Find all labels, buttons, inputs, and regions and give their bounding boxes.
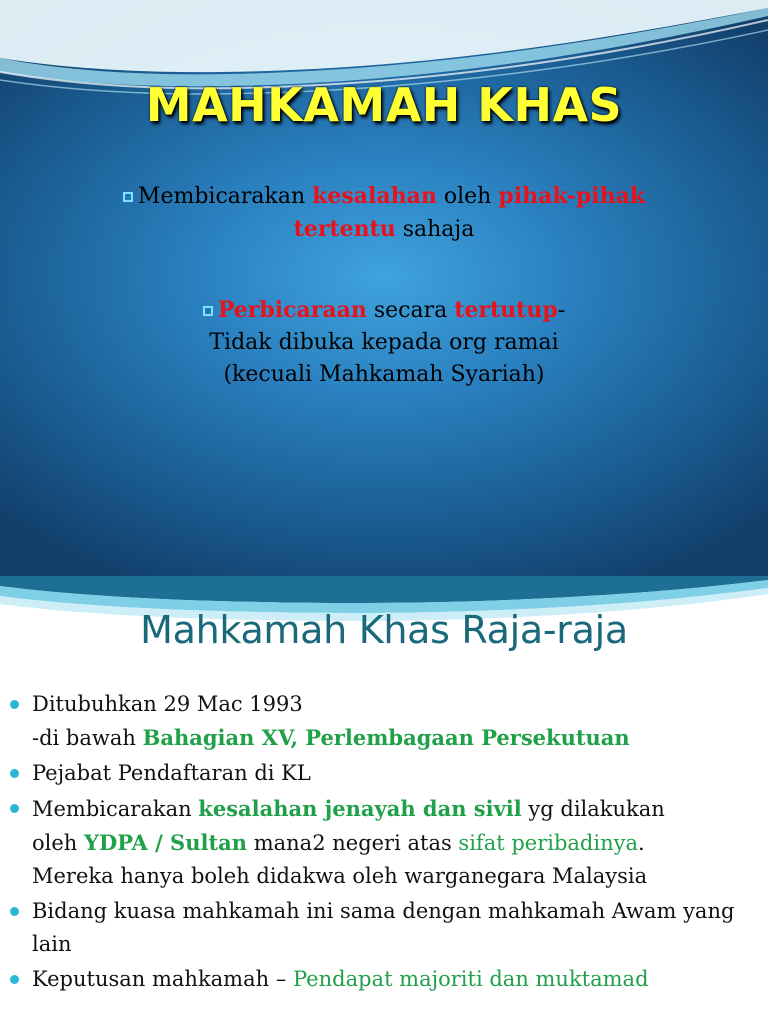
bullet-dot-icon: [10, 804, 19, 813]
slide-2: [0, 576, 768, 1024]
text: (kecuali Mahkamah Syariah): [223, 362, 545, 387]
bullet-dot-icon: [10, 907, 19, 916]
text: mana2 negeri atas: [247, 831, 459, 855]
highlight-text: YDPA / Sultan: [84, 830, 248, 855]
bullet-1: [84, 180, 684, 246]
list-item: [10, 792, 762, 893]
highlight-text: pihak-pihak: [498, 183, 646, 209]
list-item: [10, 963, 762, 996]
highlight-text: Pendapat majoriti dan muktamad: [293, 967, 649, 991]
square-bullet-icon: [203, 306, 213, 316]
square-bullet-icon: [123, 192, 133, 202]
text: Bidang kuasa mahkamah ini sama dengan mahkamah Awam yang lain: [32, 899, 735, 956]
text: oleh: [436, 184, 499, 209]
text: .: [637, 831, 645, 855]
highlight-text: tertentu: [293, 216, 396, 242]
highlight-text: sifat peribadinya: [458, 831, 638, 855]
text: Tidak dibuka kepada org ramai: [209, 330, 559, 355]
text: Mereka hanya boleh didakwa oleh warganegara Malaysia: [32, 864, 648, 888]
text: yg dilakukan: [521, 797, 665, 821]
text: oleh: [32, 831, 84, 855]
list-item: [10, 688, 762, 755]
bullet-dot-icon: [10, 700, 19, 709]
bullet-dot-icon: [10, 769, 19, 778]
slide-title: MAHKAMAH KHAS: [145, 78, 623, 132]
highlight-text: Bahagian XV, Perlembagaan Persekutuan: [142, 725, 630, 750]
text: Membicarakan: [32, 797, 199, 821]
text: -di bawah: [32, 726, 143, 750]
text: Pejabat Pendaftaran di KL: [32, 761, 311, 785]
text: sahaja: [395, 217, 475, 242]
text: Keputusan mahkamah –: [32, 967, 293, 991]
bullet-dot-icon: [10, 975, 19, 984]
list-item: [10, 895, 762, 961]
highlight-text: kesalahan jenayah dan sivil: [198, 796, 522, 821]
text: Membicarakan: [137, 184, 313, 209]
text: -: [557, 298, 566, 323]
bullet-list: [10, 688, 762, 998]
slide-title: Mahkamah Khas Raja-raja: [140, 608, 628, 652]
list-item: [10, 757, 762, 790]
highlight-text: kesalahan: [312, 183, 437, 209]
text: secara: [366, 298, 455, 323]
highlight-text: tertutup: [454, 297, 558, 323]
text: Ditubuhkan 29 Mac 1993: [32, 692, 303, 716]
highlight-text: Perbicaraan: [217, 297, 367, 323]
bullet-2: [84, 294, 684, 391]
